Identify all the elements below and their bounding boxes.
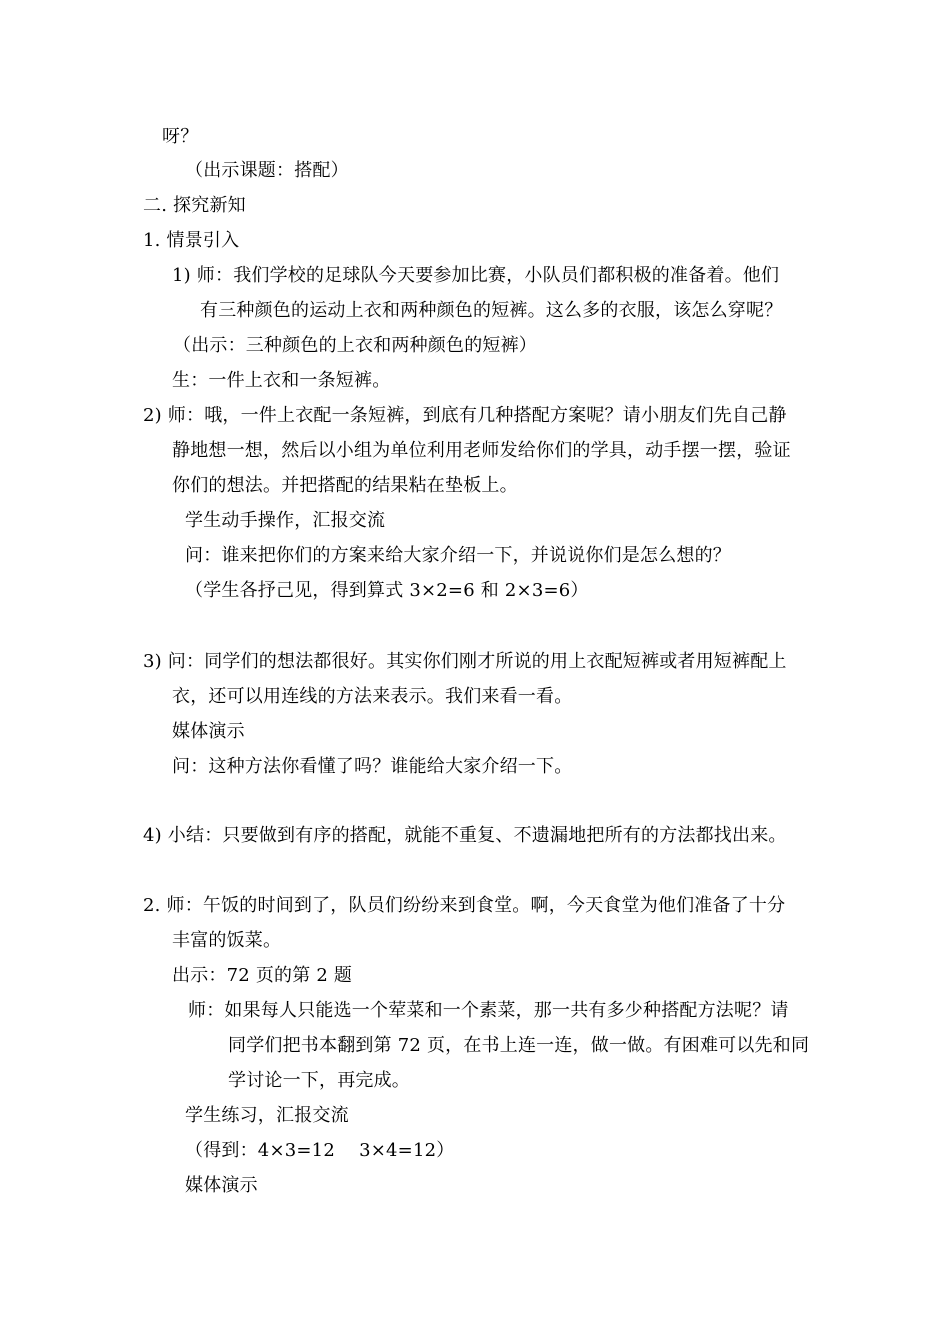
text-line: 问：谁来把你们的方案来给大家介绍一下，并说说你们是怎么想的？: [185, 545, 731, 566]
text-line: 媒体演示: [172, 721, 245, 742]
text-line: 3) 问：同学们的想法都很好。其实你们刚才所说的用上衣配短裤或者用短裤配上: [143, 651, 787, 672]
text-line: 丰富的饭菜。: [172, 930, 282, 951]
text-line: 呀？: [162, 126, 199, 147]
text-line: 师：如果每人只能选一个荤菜和一个素菜，那一共有多少种搭配方法呢？请: [188, 1000, 789, 1021]
text-line: 学讨论一下，再完成。: [228, 1070, 410, 1091]
text-line: 问：这种方法你看懂了吗？谁能给大家介绍一下。: [172, 756, 573, 777]
text-line: 2. 师：午饭的时间到了，队员们纷纷来到食堂。啊，今天食堂为他们准备了十分: [143, 895, 786, 916]
text-line: 2) 师：哦，一件上衣配一条短裤，到底有几种搭配方案呢？请小朋友们先自己静: [143, 405, 787, 426]
text-line: 有三种颜色的运动上衣和两种颜色的短裤。这么多的衣服，该怎么穿呢？: [200, 300, 783, 321]
text-line: 你们的想法。并把搭配的结果粘在垫板上。: [172, 475, 518, 496]
text-line: （得到：4×3=12 3×4=12）: [185, 1140, 455, 1161]
text-line: 学生练习，汇报交流: [185, 1105, 349, 1126]
section-heading: 二. 探究新知: [143, 195, 246, 216]
text-line: 生：一件上衣和一条短裤。: [172, 370, 391, 391]
subsection-heading: 1. 情景引入: [143, 230, 240, 251]
text-line: 同学们把书本翻到第 72 页，在书上连一连，做一做。有困难可以先和同: [228, 1035, 810, 1056]
text-line: 1) 师：我们学校的足球队今天要参加比赛，小队员们都积极的准备着。他们: [172, 265, 780, 286]
text-line: 静地想一想，然后以小组为单位利用老师发给你们的学具，动手摆一摆，验证: [172, 440, 791, 461]
text-line: 出示：72 页的第 2 题: [172, 965, 353, 986]
text-line: （学生各抒己见，得到算式 3×2=6 和 2×3=6）: [185, 580, 589, 601]
text-line: 媒体演示: [185, 1175, 258, 1196]
text-line: 学生动手操作，汇报交流: [185, 510, 386, 531]
text-line: 4) 小结：只要做到有序的搭配，就能不重复、不遗漏地把所有的方法都找出来。: [143, 825, 787, 846]
text-line: （出示：三种颜色的上衣和两种颜色的短裤）: [173, 335, 537, 356]
text-line: 衣，还可以用连线的方法来表示。我们来看一看。: [172, 686, 573, 707]
text-line: （出示课题：搭配）: [185, 160, 349, 181]
